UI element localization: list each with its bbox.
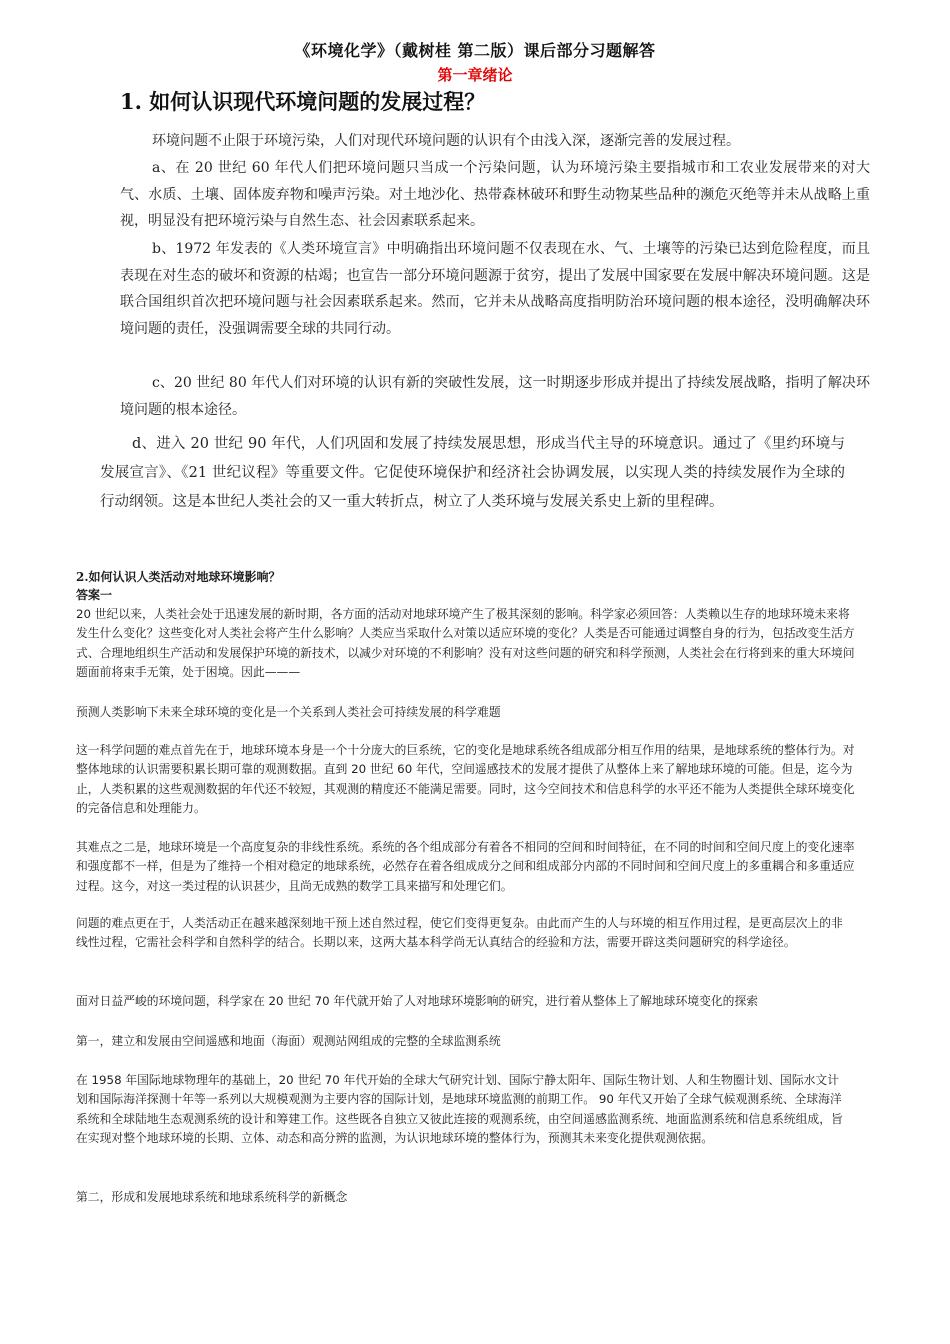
answer-paragraph-6: 面对日益严峻的环境问题，科学家在 20 世纪 70 年代就开始了人对地球环境影响的研究，进行着从整体上了解地球环境变化的探索 [76,994,759,1008]
answer-paragraph-5: 问题的难点更在于，人类活动正在越来越深刻地干预上述自然过程，使它们变得更复杂。由此而产生的人与环境的相互作用过程，是更高层次上的非线性过程，它需社会科学和自然科学的结合。长期以来，这两大基本科学尚无认真结合的经验和方法，需要开辟这类问题研究的科学途径。 [76,916,843,950]
question-2-heading: 2.如何认识人类活动对地球环境影响？ [76,570,281,584]
answer-label: 答案一 [76,588,113,602]
question-1-heading: 1. 如何认识现代环境问题的发展过程？ [120,89,486,114]
question-1-intro: 环境问题不止限于环境污染，人们对现代环境问题的认识有个由浅入深，逐渐完善的发展过程。 [152,133,740,149]
answer-paragraph-4: 其难点之二是，地球环境是一个高度复杂的非线性系统。系统的各个组成部分有着各不相同的空间和时间特征，在不同的时间和空间尺度上的变化速率和强度都不一样，但是为了维持一个相对稳定的地球系统，必然存在着各组成成分之间和组成部分内部的不同时间和空间尺度上的多重耦合和多重适应过程。这今，对这一类过程的认识甚少，且尚无成熟的数学工具来描写和处理它们。 [76,840,855,893]
chapter-title: 第一章绪论 [437,66,513,84]
question-1-point-a: a、在 20 世纪 60 年代人们把环境问题只当成一个污染问题，认为环境污染主要指城市和工农业发展带来的对大气、水质、土壤、固体废弃物和噪声污染。对土地沙化、热带森林破环和野生动物某些品种的濒危灭绝等并未从战略上重视，明显没有把环境污染与自然生态、社会因素联系起来。 [120,160,870,230]
question-1-point-c: c、20 世纪 80 年代人们对环境的认识有新的突破性发展，这一时期逐步形成并提出了持续发展战略，指明了解决环境问题的根本途径。 [120,375,870,418]
document-title: 《环境化学》（戴树桂 第二版）课后部分习题解答 [294,41,656,60]
answer-paragraph-2: 预测人类影响下未来全球环境的变化是一个关系到人类社会可持续发展的科学难题 [76,705,501,719]
answer-paragraph-7: 第一，建立和发展由空间遥感和地面（海面）观测站网组成的完整的全球监测系统 [76,1034,501,1048]
answer-paragraph-1: 20 世纪以来，人类社会处于迅速发展的新时期，各方面的活动对地球环境产生了极其深刻的影响。科学家必须回答：人类赖以生存的地球环境未来将发生什么变化？这些变化对人类社会将产生什么影响？人类应当采取什么对策以适应环境的变化？人类是否可能通过调整自身的行为，包括改变生活方式、合理地组织生产活动和发展保护环境的新技术，以减少对环境的不利影响？没有对这些问题的研究和科学预测，人类社会在行将到来的重大环境问题面前将束手无策，处于困境。因此——— [76,607,855,680]
answer-paragraph-3: 这一科学问题的难点首先在于，地球环境本身是一个十分庞大的巨系统，它的变化是地球系统各组成部分相互作用的结果，是地球系统的整体行为。对整体地球的认识需要积累长期可靠的观测数据。直到 20 世纪 60 年代，空间遥感技术的发展才提供了从整体上来了解地球环境的可能。但是，迄今为止，人类积累的这些观测数据的年代还不较短，其观测的精度还不能满足需要。同时，这今空间技术和信息科学的水平还不能为人类提供全球环境变化的完备信息和处理能力。 [76,743,855,816]
answer-paragraph-9: 第二，形成和发展地球系统和地球系统科学的新概念 [76,1190,348,1204]
question-1-point-d: d、进入 20 世纪 90 年代，人们巩固和发展了持续发展思想，形成当代主导的环境意识。通过了《里约环境与发展宣言》、《21 世纪议程》等重要文件。它促使环境保护和经济社会协调发展，以实现人类的持续发展作为全球的行动纲领。这是本世纪人类社会的又一重大转折点，树立了人类环境与发展关系史上新的里程碑。 [100,436,845,510]
answer-paragraph-8: 在 1958 年国际地球物理年的基础上，20 世纪 70 年代开始的全球大气研究计划、国际宁静太阳年、国际生物计划、人和生物圈计划、国际水文计划和国际海洋探测十年等一系列以大规模观测为主要内容的国际计划，是地球环境监测的前期工作。 90 年代又开始了全球气候观测系统、全球海洋系统和全球陆地生态观测系统的设计和筹建工作。这些既各自独立又彼此连接的观测系统，由空间遥感监测系统、地面监测系统和信息系统组成，旨在实现对整个地球环境的长期、立体、动态和高分辨的监测，为认识地球环境的整体行为，预测其未来变化提供观测依据。 [76,1073,843,1146]
question-1-point-b: b、1972 年发表的《人类环境宣言》中明确指出环境问题不仅表现在水、气、土壤等的污染已达到危险程度，而且表现在对生态的破坏和资源的枯竭；也宣告一部分环境问题源于贫穷，提出了发展中国家要在发展中解决环境问题。这是联合国组织首次把环境问题与社会因素联系起来。然而，它并未从战略高度指明防治环境问题的根本途径，没明确解决环境问题的责任，没强调需要全球的共同行动。 [120,241,870,338]
